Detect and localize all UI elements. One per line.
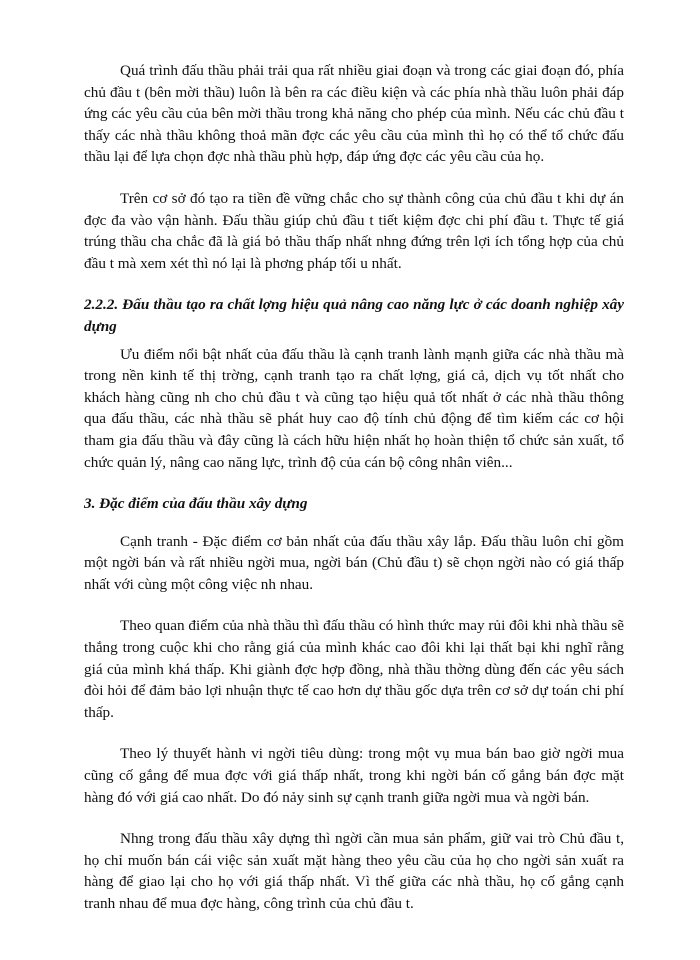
paragraph-competition-feature: Cạnh tranh - Đặc điểm cơ bản nhất của đấu thầu xây lắp. Đấu thầu luôn chỉ gồm một ngời bán và rất nhiều ngời mua, ngời bán (Chủ đầu t) sẽ chọn ngời nào có giá thấp nhất với cùng một công việc nh nhau.: [84, 532, 624, 593]
paragraph-bidding-stages: Quá trình đấu thầu phải trải qua rất nhiều giai đoạn và trong các giai đoạn đó, phía chủ đầu t (bên mời thầu) luôn là bên ra các điều kiện và các phía nhà thầu luôn phải đáp ứng các yêu cầu của bên mời thầu trong khả năng cho phép của mình. Nếu các chủ đầu t thấy các nhà thầu không thoả mãn đợc các yêu cầu của mình thì họ có thể tổ chức đấu thầu lại để lựa chọn đợc nhà thầu phù hợp, đáp ứng đợc các yêu cầu của họ.: [84, 62, 624, 166]
section-heading-2-2-2: 2.2.2. Đấu thầu tạo ra chất lợng hiệu quả nâng cao năng lực ở các doanh nghiệp xây dựng: [84, 296, 624, 335]
paragraph-consumer-theory: Theo lý thuyết hành vi ngời tiêu dùng: trong một vụ mua bán bao giờ ngời mua cũng cố gắng để mua đợc với giá thấp nhất, trong khi ngời bán cố gắng bán đợc mặt hàng đó với giá cao nhất. Do đó nảy sinh sự cạnh tranh giữa ngời mua và ngời bán.: [84, 745, 624, 806]
document-page: [84, 60, 624, 915]
paragraph-contractor-view: Theo quan điểm của nhà thầu thì đấu thầu có hình thức may rủi đôi khi nhà thầu sẽ thắng trong cuộc khi cho rằng giá của mình khác cao đôi khi lại thất bại khi nghĩ rằng giá của mình khá thấp. Khi giành đợc hợp đồng, nhà thầu thờng dùng đến các yêu sách đòi hỏi để đảm bảo lợi nhuận thực tế cao hơn dự thầu gốc dựa trên cơ sở dự toán chi phí thấp.: [84, 617, 624, 721]
paragraph-construction-bidding: Nhng trong đấu thầu xây dựng thì ngời cần mua sản phẩm, giữ vai trò Chủ đầu t, họ chỉ muốn bán cái việc sản xuất mặt hàng theo yêu cầu của họ cho ngời sản xuất ra hàng để giao lại cho họ với giá thấp nhất. Vì thế giữa các nhà thầu, họ cố gắng cạnh tranh nhau để mua đợc hàng, công trình của chủ đầu t.: [84, 830, 624, 912]
section-heading-3: 3. Đặc điểm của đấu thầu xây dựng: [84, 495, 308, 513]
paragraph-competition-advantage: Ưu điểm nổi bật nhất của đấu thầu là cạnh tranh lành mạnh giữa các nhà thầu mà trong nền kinh tế thị trờng, cạnh tranh tạo ra chất lợng, giá cả, dịch vụ tốt nhất cho khách hàng cũng nh cho chủ đầu t và cũng tạo hiệu quả tốt nhất ở các nhà thầu thông qua đấu thầu, các nhà thầu sẽ phát huy cao độ tính chủ động để tìm kiếm các cơ hội tham gia đấu thầu và đây cũng là cách hữu hiện nhất họ hoàn thiện tổ chức sản xuất, tổ chức quản lý, nâng cao năng lực, trình độ của cán bộ công nhân viên...: [84, 345, 624, 471]
paragraph-investor-success: Trên cơ sở đó tạo ra tiền đề vững chắc cho sự thành công của chủ đầu t khi dự án đợc đa vào vận hành. Đấu thầu giúp chủ đầu t tiết kiệm đợc chi phí đầu t. Thực tế giá trúng thầu cha chắc đã là giá bỏ thầu thấp nhất nhng đứng trên lợi ích tổng hợp của chủ đầu t mà xem xét thì nó lại là phơng pháp tối u nhất.: [84, 189, 624, 272]
